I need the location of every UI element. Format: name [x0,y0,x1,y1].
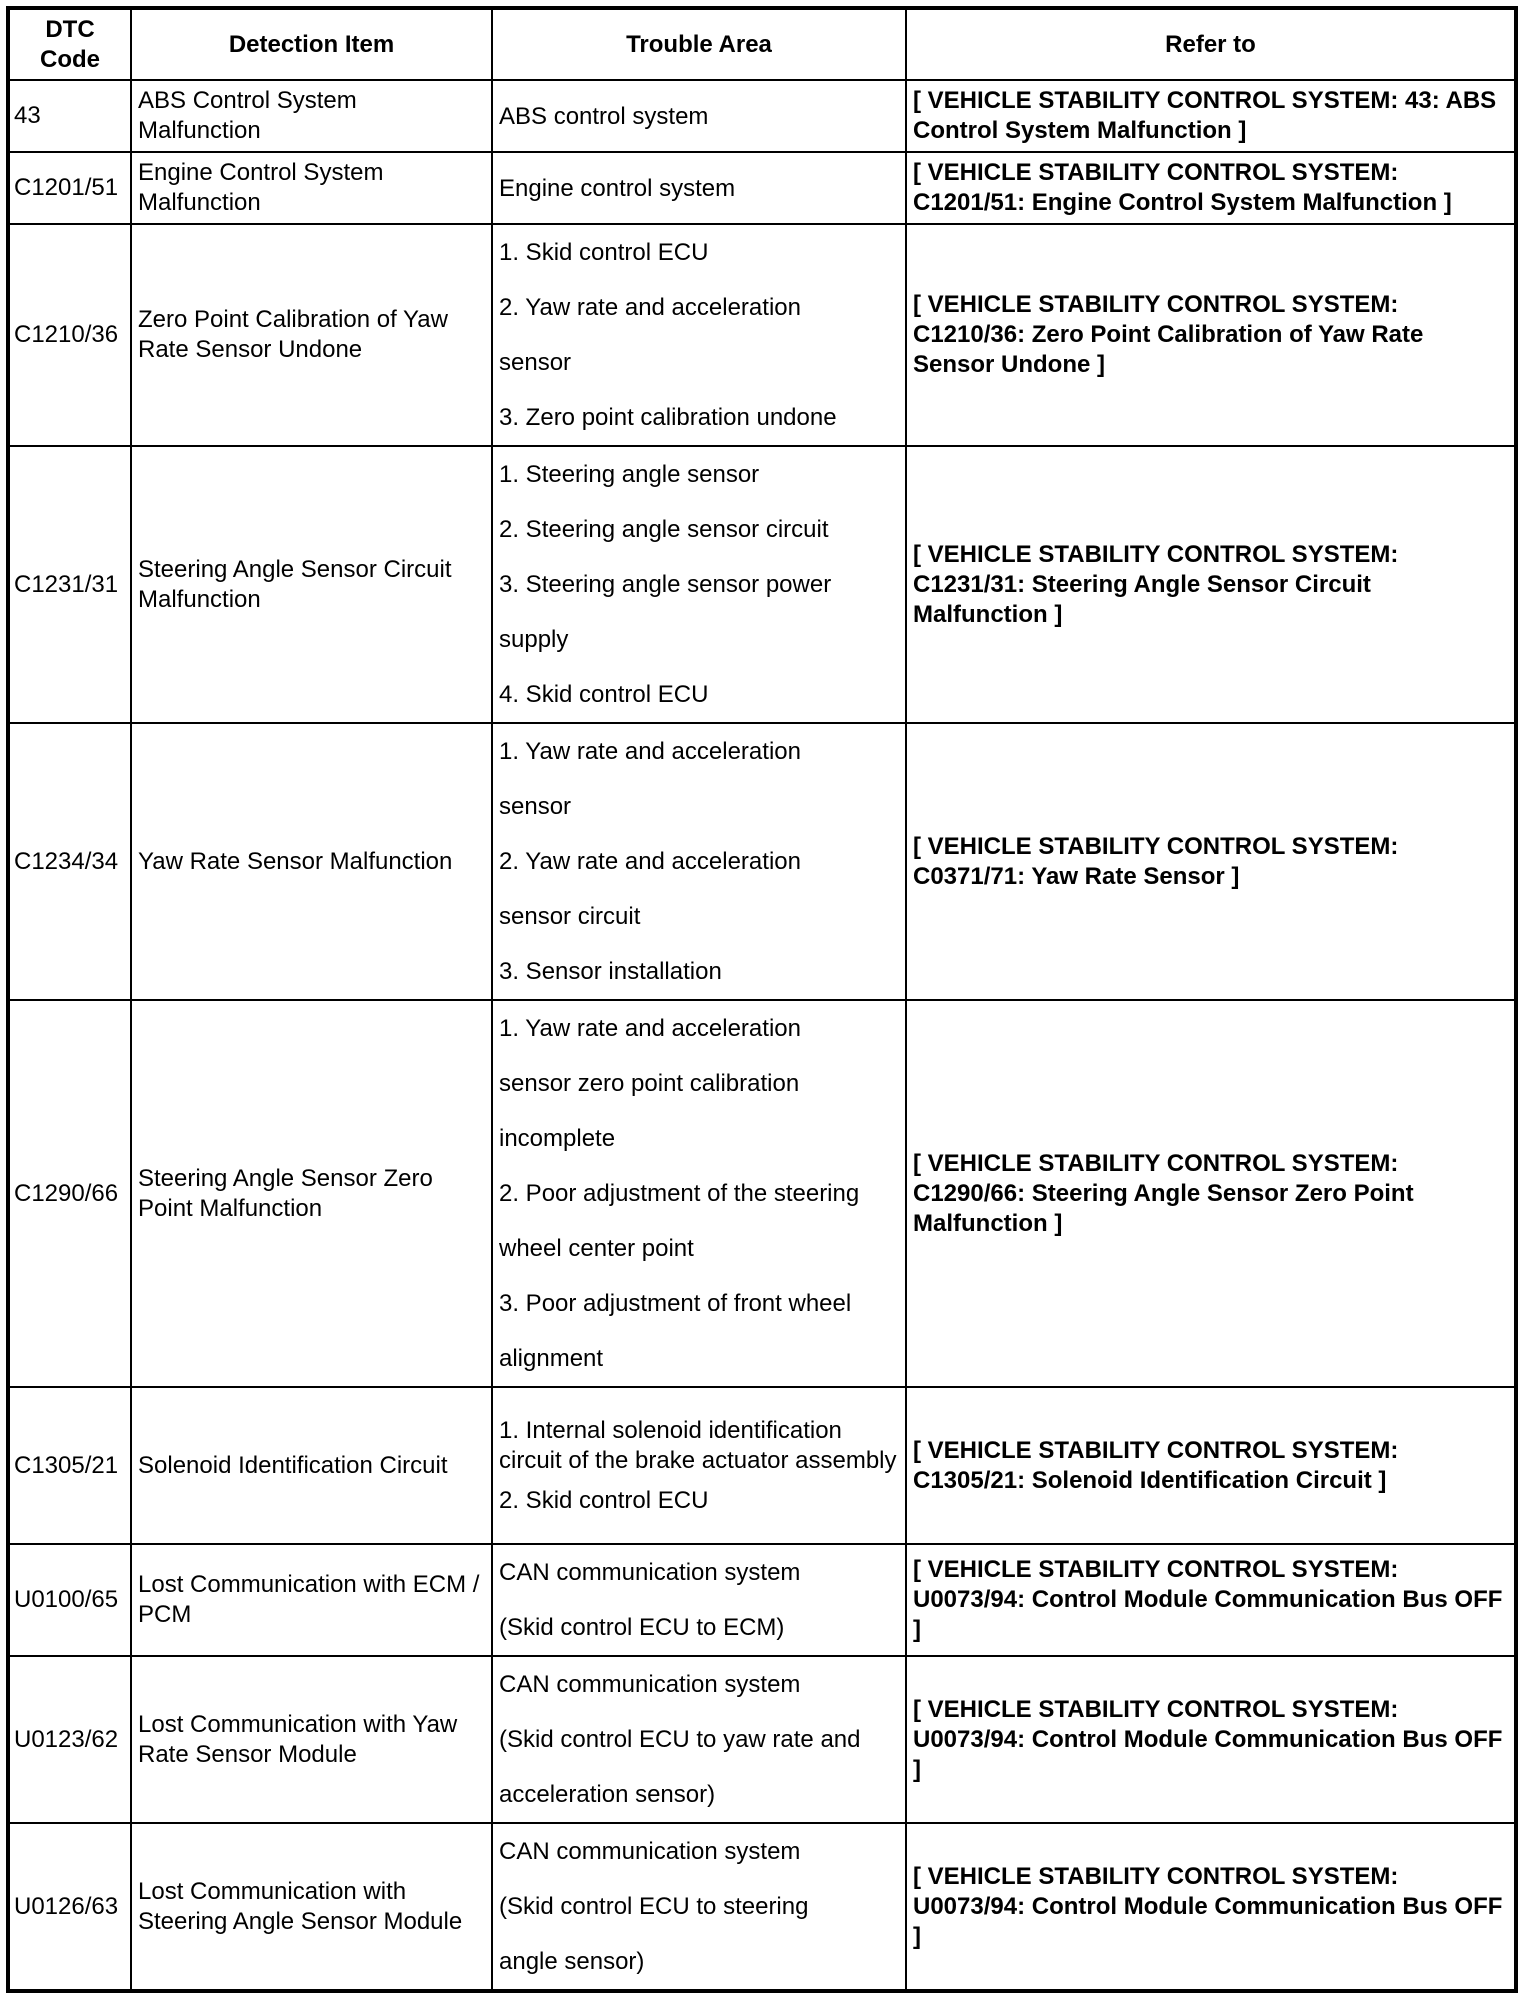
refer-to-cell: [ VEHICLE STABILITY CONTROL SYSTEM: C1290/66: Steering Angle Sensor Zero Point Malfunction ] [906,1000,1516,1387]
table-row [8,1823,1516,1991]
trouble-area-line: acceleration sensor) [499,1781,716,1808]
dtc-code-cell: C1234/34 [8,723,131,1000]
trouble-area-line: 4. Skid control ECU [499,681,709,708]
trouble-area-line: 1. Yaw rate and acceleration [499,738,801,765]
dtc-code-cell: U0100/65 [8,1544,131,1656]
dtc-table [6,6,1518,1993]
trouble-area-line: 2. Skid control ECU [499,1486,709,1514]
trouble-area-line: 2. Yaw rate and acceleration [499,848,801,875]
trouble-area-cell [492,1000,906,1387]
table-row [8,1544,1516,1656]
detection-item-cell: Lost Communication with Steering Angle Sensor Module [131,1823,492,1991]
table-row [8,446,1516,723]
table-row [8,1000,1516,1387]
table-row [8,224,1516,446]
table-row [8,1656,1516,1823]
trouble-area-cell [492,224,906,446]
trouble-area-line: 3. Zero point calibration undone [499,404,837,431]
trouble-area-line: ABS control system [499,102,709,130]
trouble-area-line: 2. Yaw rate and acceleration [499,294,801,321]
trouble-area-line: supply [499,626,569,653]
trouble-area-line: 1. Steering angle sensor [499,461,760,488]
trouble-area-line: CAN communication system [499,1559,801,1586]
trouble-area-line: 2. Poor adjustment of the steering [499,1180,860,1207]
trouble-area-line: 1. Skid control ECU [499,239,709,266]
refer-to-cell: [ VEHICLE STABILITY CONTROL SYSTEM: C0371/71: Yaw Rate Sensor ] [906,723,1516,1000]
trouble-area-line: 3. Poor adjustment of front wheel [499,1290,852,1317]
trouble-area-line: sensor circuit [499,903,641,930]
header-trouble-area: Trouble Area [492,8,906,80]
detection-item-cell: Lost Communication with Yaw Rate Sensor Module [131,1656,492,1823]
trouble-area-line: wheel center point [499,1235,694,1262]
trouble-area-line: alignment [499,1345,604,1372]
table-row [8,80,1516,152]
trouble-area-line: sensor [499,349,572,376]
dtc-code-cell: C1210/36 [8,224,131,446]
trouble-area-line: 3. Steering angle sensor power [499,571,832,598]
dtc-code-cell: C1290/66 [8,1000,131,1387]
dtc-code-cell: C1231/31 [8,446,131,723]
trouble-area-line: sensor [499,793,572,820]
header-detection-item: Detection Item [131,8,492,80]
trouble-area-line: Engine control system [499,174,736,202]
trouble-area-line: incomplete [499,1125,616,1152]
trouble-area-line: 1. Yaw rate and acceleration [499,1015,801,1042]
refer-to-cell: [ VEHICLE STABILITY CONTROL SYSTEM: U0073/94: Control Module Communication Bus OFF ] [906,1823,1516,1991]
dtc-code-cell: U0123/62 [8,1656,131,1823]
trouble-area-cell [492,80,906,152]
detection-item-cell: Lost Communication with ECM / PCM [131,1544,492,1656]
detection-item-cell: ABS Control System Malfunction [131,80,492,152]
refer-to-cell: [ VEHICLE STABILITY CONTROL SYSTEM: U0073/94: Control Module Communication Bus OFF ] [906,1544,1516,1656]
header-refer-to: Refer to [906,8,1516,80]
trouble-area-cell [492,152,906,224]
trouble-area-cell [492,1823,906,1991]
detection-item-cell: Steering Angle Sensor Circuit Malfunction [131,446,492,723]
table-row [8,1387,1516,1544]
dtc-code-cell: C1201/51 [8,152,131,224]
trouble-area-cell [492,446,906,723]
trouble-area-cell [492,1387,906,1544]
refer-to-cell: [ VEHICLE STABILITY CONTROL SYSTEM: C1305/21: Solenoid Identification Circuit ] [906,1387,1516,1544]
trouble-area-line: (Skid control ECU to steering [499,1893,809,1920]
detection-item-cell: Steering Angle Sensor Zero Point Malfunction [131,1000,492,1387]
refer-to-cell: [ VEHICLE STABILITY CONTROL SYSTEM: C1210/36: Zero Point Calibration of Yaw Rate Sensor Undone ] [906,224,1516,446]
detection-item-cell: Solenoid Identification Circuit [131,1387,492,1544]
trouble-area-line: CAN communication system [499,1838,801,1865]
refer-to-cell: [ VEHICLE STABILITY CONTROL SYSTEM: 43: ABS Control System Malfunction ] [906,80,1516,152]
refer-to-cell: [ VEHICLE STABILITY CONTROL SYSTEM: C1231/31: Steering Angle Sensor Circuit Malfunction ] [906,446,1516,723]
table-header-row [8,8,1516,80]
detection-item-cell: Zero Point Calibration of Yaw Rate Sensor Undone [131,224,492,446]
trouble-area-line: CAN communication system [499,1671,801,1698]
detection-item-cell: Yaw Rate Sensor Malfunction [131,723,492,1000]
trouble-area-line: (Skid control ECU to ECM) [499,1614,785,1641]
trouble-area-line: angle sensor) [499,1948,645,1975]
trouble-area-cell [492,1544,906,1656]
trouble-area-cell [492,723,906,1000]
header-dtc-code: DTC Code [8,8,131,80]
refer-to-cell: [ VEHICLE STABILITY CONTROL SYSTEM: U0073/94: Control Module Communication Bus OFF ] [906,1656,1516,1823]
trouble-area-cell [492,1656,906,1823]
trouble-area-line: (Skid control ECU to yaw rate and [499,1726,861,1753]
table-row [8,152,1516,224]
trouble-area-line: 3. Sensor installation [499,958,722,985]
refer-to-cell: [ VEHICLE STABILITY CONTROL SYSTEM: C1201/51: Engine Control System Malfunction ] [906,152,1516,224]
dtc-code-cell: U0126/63 [8,1823,131,1991]
trouble-area-line: 1. Internal solenoid identification circuit of the brake actuator assembly [499,1416,897,1474]
dtc-code-cell: C1305/21 [8,1387,131,1544]
trouble-area-line: 2. Steering angle sensor circuit [499,516,829,543]
dtc-code-cell: 43 [8,80,131,152]
table-row [8,723,1516,1000]
trouble-area-line: sensor zero point calibration [499,1070,800,1097]
detection-item-cell: Engine Control System Malfunction [131,152,492,224]
